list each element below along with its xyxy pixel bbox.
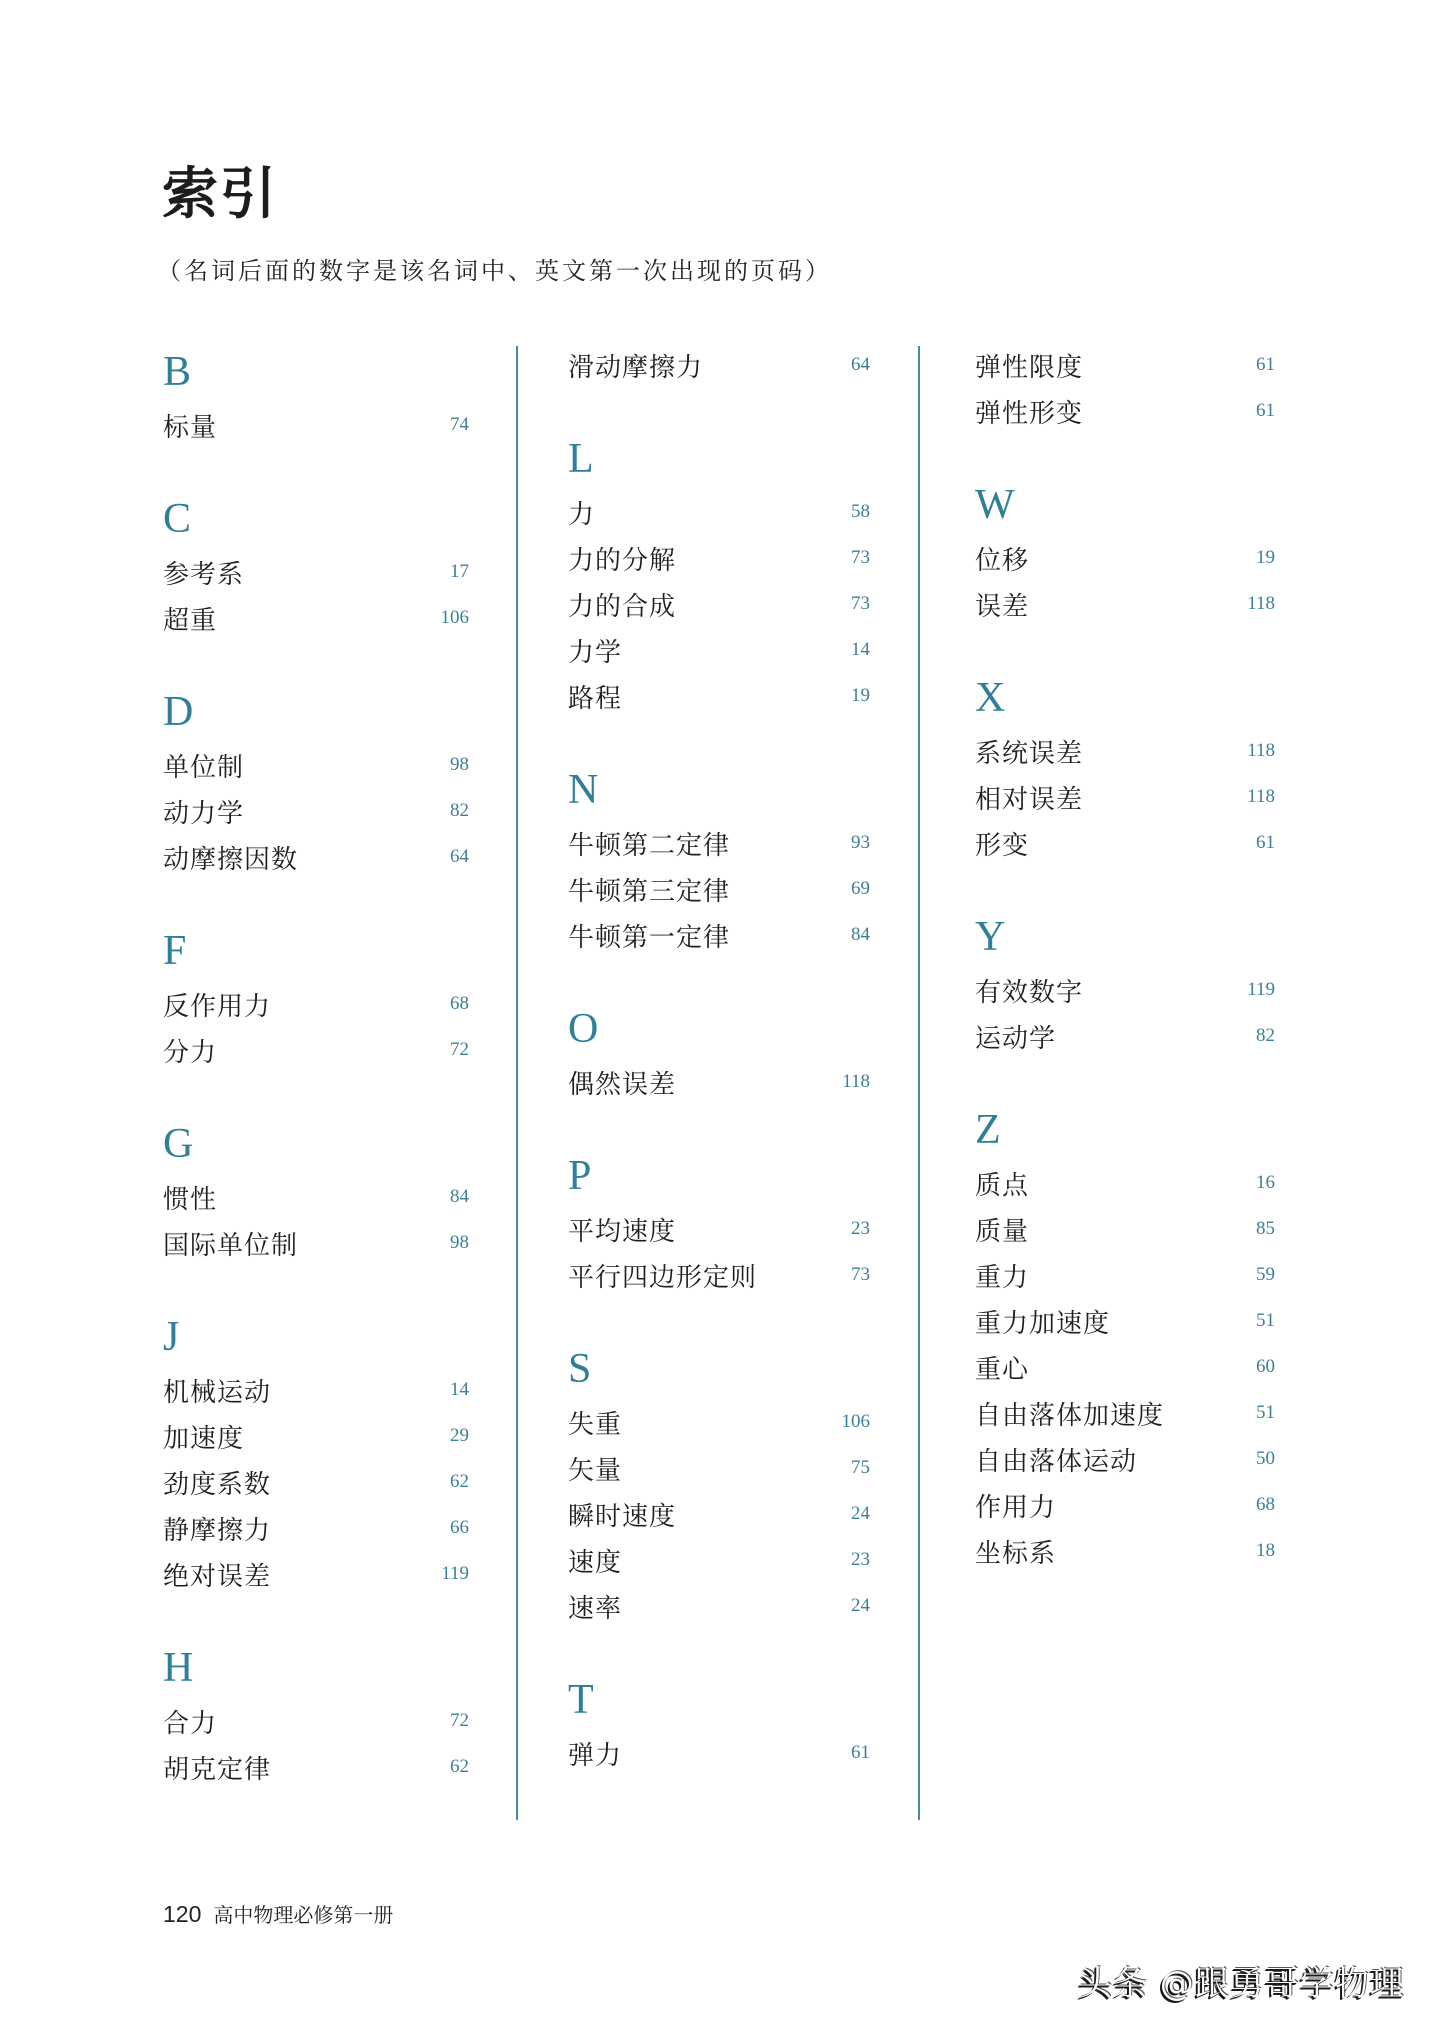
watermark: 头条 @跟勇哥学物理	[1078, 1964, 1405, 2004]
column-divider	[516, 346, 518, 1820]
index-page-number: 68	[1256, 1494, 1275, 1515]
index-letter-heading: H	[163, 1645, 194, 1691]
index-term: 参考系	[163, 559, 245, 590]
index-entry	[163, 834, 469, 880]
index-term: 牛顿第三定律	[568, 876, 731, 907]
index-term: 坐标系	[975, 1538, 1057, 1569]
index-term: 惯性	[163, 1184, 218, 1215]
index-entry	[568, 912, 870, 958]
index-entry	[163, 1698, 469, 1744]
index-page-number: 29	[450, 1425, 469, 1446]
index-page-number: 73	[851, 593, 870, 614]
index-page-number: 23	[851, 1549, 870, 1570]
index-term: 运动学	[975, 1023, 1057, 1054]
index-page-number: 84	[851, 924, 870, 945]
index-group	[163, 489, 469, 641]
index-page-number: 62	[450, 1756, 469, 1777]
index-page-number: 73	[851, 547, 870, 568]
index-term: 位移	[975, 545, 1030, 576]
index-page-number: 50	[1256, 1448, 1275, 1469]
index-entry	[163, 788, 469, 834]
index-entry	[568, 1537, 870, 1583]
index-entry	[163, 1744, 469, 1790]
index-entry	[568, 866, 870, 912]
index-entry	[163, 742, 469, 788]
index-entry	[975, 1436, 1275, 1482]
index-page-number: 72	[450, 1039, 469, 1060]
index-entry	[568, 1491, 870, 1537]
index-term: 形变	[975, 830, 1030, 861]
index-page-number: 14	[851, 639, 870, 660]
page-footer	[163, 1899, 393, 1931]
index-letter-heading: G	[163, 1121, 194, 1167]
index-entry	[163, 595, 469, 641]
index-letter-heading: B	[163, 349, 192, 395]
index-entry	[975, 774, 1275, 820]
index-letter-heading: J	[163, 1314, 180, 1360]
index-term: 动力学	[163, 798, 245, 829]
index-page-number: 118	[1247, 740, 1275, 761]
index-term: 弹性限度	[975, 352, 1084, 383]
index-letter-heading: O	[568, 1006, 599, 1052]
index-entry	[163, 1220, 469, 1266]
index-term: 瞬时速度	[568, 1501, 677, 1532]
index-term: 力的合成	[568, 591, 677, 622]
index-term: 路程	[568, 683, 623, 714]
index-page-number: 24	[851, 1595, 870, 1616]
index-letter-heading: Z	[975, 1107, 1001, 1153]
index-term: 国际单位制	[163, 1230, 299, 1261]
index-entry	[975, 820, 1275, 866]
index-letter-heading: F	[163, 928, 187, 974]
index-term: 相对误差	[975, 784, 1084, 815]
index-group	[975, 907, 1275, 1059]
index-page-number: 59	[1256, 1264, 1275, 1285]
index-entry	[568, 820, 870, 866]
index-term: 质点	[975, 1170, 1030, 1201]
index-page-number: 106	[841, 1411, 870, 1432]
index-page-number: 17	[450, 561, 469, 582]
index-entry	[975, 1160, 1275, 1206]
index-page-number: 73	[851, 1264, 870, 1285]
index-entry	[975, 581, 1275, 627]
index-page-number: 118	[842, 1071, 870, 1092]
index-letter-heading: P	[568, 1153, 592, 1199]
index-page-number: 61	[1256, 354, 1275, 375]
index-term: 重心	[975, 1354, 1030, 1385]
index-term: 牛顿第二定律	[568, 830, 731, 861]
index-group	[568, 1670, 870, 1776]
index-entry	[163, 402, 469, 448]
index-page-number: 69	[851, 878, 870, 899]
index-term: 重力加速度	[975, 1308, 1111, 1339]
index-page-number: 23	[851, 1218, 870, 1239]
index-entry	[163, 981, 469, 1027]
footer-page-number: 120	[163, 1901, 202, 1927]
index-entry	[568, 1399, 870, 1445]
index-term: 劲度系数	[163, 1469, 272, 1500]
index-letter-heading: N	[568, 767, 599, 813]
index-term: 系统误差	[975, 738, 1084, 769]
index-term: 合力	[163, 1708, 218, 1739]
index-term: 速度	[568, 1547, 623, 1578]
index-entry	[568, 342, 870, 388]
index-entry	[568, 1059, 870, 1105]
index-page-number: 61	[1256, 400, 1275, 421]
index-term: 自由落体加速度	[975, 1400, 1165, 1431]
index-page-number: 60	[1256, 1356, 1275, 1377]
index-page-number: 14	[450, 1379, 469, 1400]
index-entry	[975, 1390, 1275, 1436]
index-term: 力的分解	[568, 545, 677, 576]
column-divider	[918, 346, 920, 1820]
index-page-number: 19	[851, 685, 870, 706]
index-entry	[568, 535, 870, 581]
index-entry	[163, 1413, 469, 1459]
index-group	[568, 1146, 870, 1298]
index-entry	[163, 1551, 469, 1597]
index-term: 分力	[163, 1037, 218, 1068]
index-page-number: 18	[1256, 1540, 1275, 1561]
index-entry	[163, 549, 469, 595]
index-term: 自由落体运动	[975, 1446, 1138, 1477]
index-entry	[568, 1583, 870, 1629]
index-letter-heading: X	[975, 675, 1006, 721]
index-entry	[975, 535, 1275, 581]
index-page-number: 118	[1247, 786, 1275, 807]
index-term: 矢量	[568, 1455, 623, 1486]
index-page-number: 51	[1256, 1310, 1275, 1331]
index-term: 牛顿第一定律	[568, 922, 731, 953]
index-column-2	[568, 342, 870, 1776]
index-page-number: 82	[450, 800, 469, 821]
index-page-number: 119	[1247, 979, 1275, 1000]
index-entry	[163, 1505, 469, 1551]
index-letter-heading: T	[568, 1677, 594, 1723]
index-term: 反作用力	[163, 991, 272, 1022]
index-group	[163, 1307, 469, 1597]
index-entry	[568, 673, 870, 719]
index-term: 平行四边形定则	[568, 1262, 758, 1293]
index-term: 失重	[568, 1409, 623, 1440]
index-page-number: 61	[851, 1742, 870, 1763]
index-group	[568, 342, 870, 388]
index-term: 速率	[568, 1593, 623, 1624]
index-term: 超重	[163, 605, 218, 636]
index-entry	[975, 1528, 1275, 1574]
index-entry	[975, 1252, 1275, 1298]
index-term: 绝对误差	[163, 1561, 272, 1592]
index-term: 有效数字	[975, 977, 1084, 1008]
index-term: 力	[568, 499, 596, 530]
index-entry	[163, 1174, 469, 1220]
index-page-number: 82	[1256, 1025, 1275, 1046]
index-group	[568, 999, 870, 1105]
index-group	[975, 342, 1275, 434]
index-term: 偶然误差	[568, 1069, 677, 1100]
index-page-number: 68	[450, 993, 469, 1014]
index-term: 胡克定律	[163, 1754, 272, 1785]
index-term: 标量	[163, 412, 218, 443]
index-letter-heading: D	[163, 689, 194, 735]
index-group	[163, 342, 469, 448]
index-letter-heading: W	[975, 482, 1015, 528]
index-group	[163, 682, 469, 880]
index-group	[975, 1100, 1275, 1574]
index-page-number: 58	[851, 501, 870, 522]
index-entry	[568, 1445, 870, 1491]
index-entry	[568, 1206, 870, 1252]
index-entry	[568, 581, 870, 627]
index-page-number: 51	[1256, 1402, 1275, 1423]
index-entry	[975, 728, 1275, 774]
index-entry	[975, 967, 1275, 1013]
index-term: 动摩擦因数	[163, 844, 299, 875]
index-page-number: 84	[450, 1186, 469, 1207]
index-term: 重力	[975, 1262, 1030, 1293]
index-entry	[568, 627, 870, 673]
index-page-number: 62	[450, 1471, 469, 1492]
index-entry	[568, 489, 870, 535]
index-term: 机械运动	[163, 1377, 272, 1408]
index-column-1	[163, 342, 469, 1790]
index-page-number: 75	[851, 1457, 870, 1478]
index-term: 加速度	[163, 1423, 245, 1454]
index-page-number: 98	[450, 754, 469, 775]
index-column-3	[975, 342, 1275, 1574]
index-group	[568, 429, 870, 719]
index-entry	[568, 1252, 870, 1298]
index-page-number: 64	[851, 354, 870, 375]
index-entry	[975, 1206, 1275, 1252]
index-page-number: 72	[450, 1710, 469, 1731]
index-term: 质量	[975, 1216, 1030, 1247]
index-letter-heading: C	[163, 496, 192, 542]
page-title: 索引	[162, 161, 278, 227]
index-term: 滑动摩擦力	[568, 352, 704, 383]
index-group	[568, 760, 870, 958]
index-term: 作用力	[975, 1492, 1057, 1523]
index-page-number: 74	[450, 414, 469, 435]
page-subtitle: （名词后面的数字是该名词中、英文第一次出现的页码）	[157, 257, 832, 285]
index-page-number: 93	[851, 832, 870, 853]
index-term: 单位制	[163, 752, 245, 783]
index-page-number: 24	[851, 1503, 870, 1524]
index-group	[163, 1114, 469, 1266]
index-letter-heading: L	[568, 436, 594, 482]
index-page-number: 16	[1256, 1172, 1275, 1193]
index-entry	[163, 1027, 469, 1073]
index-entry	[975, 1482, 1275, 1528]
index-term: 平均速度	[568, 1216, 677, 1247]
index-group	[975, 475, 1275, 627]
index-entry	[975, 1013, 1275, 1059]
index-entry	[163, 1459, 469, 1505]
index-page-number: 119	[441, 1563, 469, 1584]
index-group	[163, 1638, 469, 1790]
index-entry	[568, 1730, 870, 1776]
index-page-number: 106	[440, 607, 469, 628]
index-group	[975, 668, 1275, 866]
index-entry	[975, 1344, 1275, 1390]
index-term: 静摩擦力	[163, 1515, 272, 1546]
index-entry	[975, 388, 1275, 434]
index-page-number: 19	[1256, 547, 1275, 568]
index-page-number: 85	[1256, 1218, 1275, 1239]
footer-book-title: 高中物理必修第一册	[213, 1903, 394, 1927]
index-term: 误差	[975, 591, 1030, 622]
index-term: 弹性形变	[975, 398, 1084, 429]
index-page-number: 61	[1256, 832, 1275, 853]
index-letter-heading: Y	[975, 914, 1006, 960]
index-term: 力学	[568, 637, 623, 668]
index-page-number: 98	[450, 1232, 469, 1253]
index-page-number: 118	[1247, 593, 1275, 614]
index-term: 弹力	[568, 1740, 623, 1771]
index-group	[163, 921, 469, 1073]
index-entry	[163, 1367, 469, 1413]
index-group	[568, 1339, 870, 1629]
index-entry	[975, 1298, 1275, 1344]
index-letter-heading: S	[568, 1346, 592, 1392]
index-page-number: 64	[450, 846, 469, 867]
index-page-number: 66	[450, 1517, 469, 1538]
index-entry	[975, 342, 1275, 388]
